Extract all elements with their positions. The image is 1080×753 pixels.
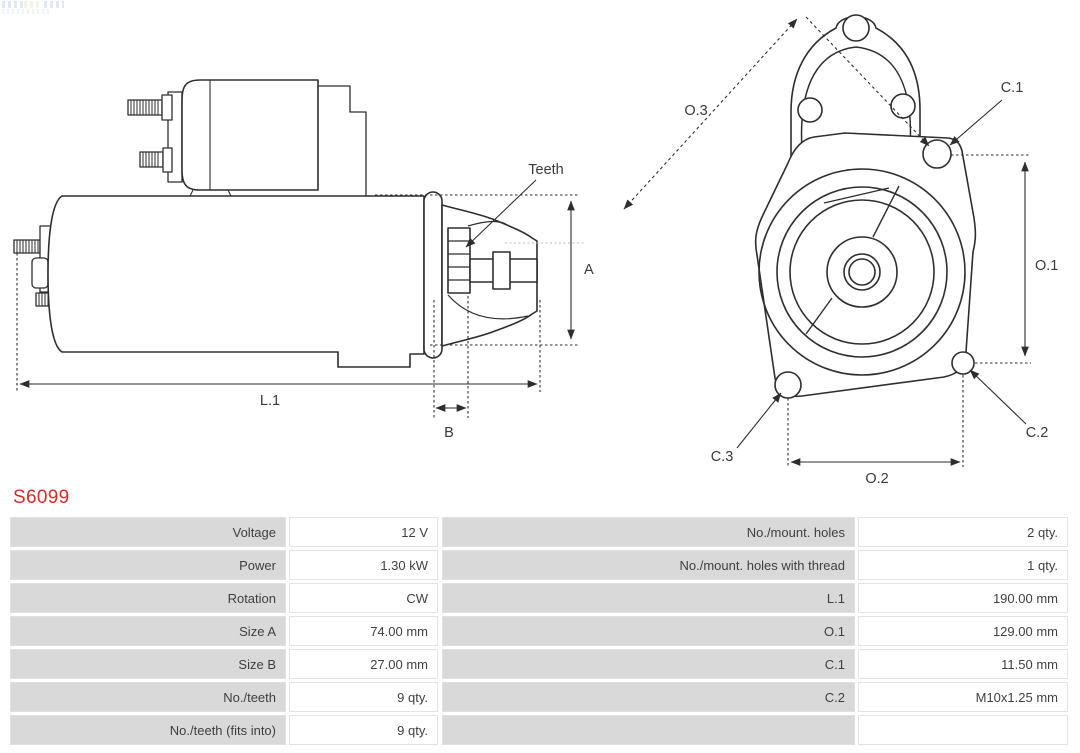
table-row [0,715,1080,745]
spec-label-cell: L.1 [442,583,855,613]
leader-c1 [950,100,1002,145]
label-l1: L.1 [259,393,281,409]
spec-value-cell [858,715,1068,745]
spec-label-cell: No./mount. holes [442,517,855,547]
spec-value-cell: 27.00 mm [289,649,438,679]
motor-body [48,196,424,367]
spec-label-cell: C.1 [442,649,855,679]
label-c1: C.1 [1000,80,1024,96]
label-c3: C.3 [710,449,734,465]
spec-label-cell: O.1 [442,616,855,646]
spec-value-cell: 74.00 mm [289,616,438,646]
spec-value-cell: CW [289,583,438,613]
spec-label-cell: Size B [10,649,286,679]
label-o1: O.1 [1035,258,1059,274]
spec-value-cell: 12 V [289,517,438,547]
drive-flange-ring [424,192,442,358]
spec-label-cell: No./teeth (fits into) [10,715,286,745]
bolt-hole-c3 [775,372,801,398]
label-b: B [444,425,454,441]
shaft-collar [493,252,510,289]
spec-value-cell: 9 qty. [289,715,438,745]
front-view-drawing [624,15,1031,467]
spec-label-cell: Rotation [10,583,286,613]
spec-value-cell: 1 qty. [858,550,1068,580]
table-row [0,517,1080,547]
spec-value-cell: 1.30 kW [289,550,438,580]
table-row [0,682,1080,712]
spec-label-cell: Voltage [10,517,286,547]
label-o2: O.2 [865,471,889,487]
label-o3: O.3 [684,103,708,119]
table-row [0,550,1080,580]
spec-value-cell: 190.00 mm [858,583,1068,613]
leader-c3 [737,393,781,448]
solenoid [128,80,366,196]
pinion-gear [448,228,470,293]
spec-label-cell: No./teeth [10,682,286,712]
leader-c2 [970,370,1026,424]
label-a: A [584,262,594,278]
spec-value-cell: 2 qty. [858,517,1068,547]
label-c2: C.2 [1025,425,1049,441]
table-row [0,616,1080,646]
spec-label-cell: Size A [10,616,286,646]
spec-table [0,517,1080,748]
table-row [0,649,1080,679]
spec-value-cell: 129.00 mm [858,616,1068,646]
part-number: S6099 [13,487,70,508]
spec-value-cell: 11.50 mm [858,649,1068,679]
spec-label-cell: C.2 [442,682,855,712]
spec-label-cell [442,715,855,745]
label-teeth: Teeth [528,162,564,178]
spec-label-cell: No./mount. holes with thread [442,550,855,580]
brand-watermark-logo [2,1,64,14]
spec-label-cell: Power [10,550,286,580]
spec-value-cell: M10x1.25 mm [858,682,1068,712]
side-view-drawing [14,80,585,418]
table-row [0,583,1080,613]
spec-value-cell: 9 qty. [289,682,438,712]
